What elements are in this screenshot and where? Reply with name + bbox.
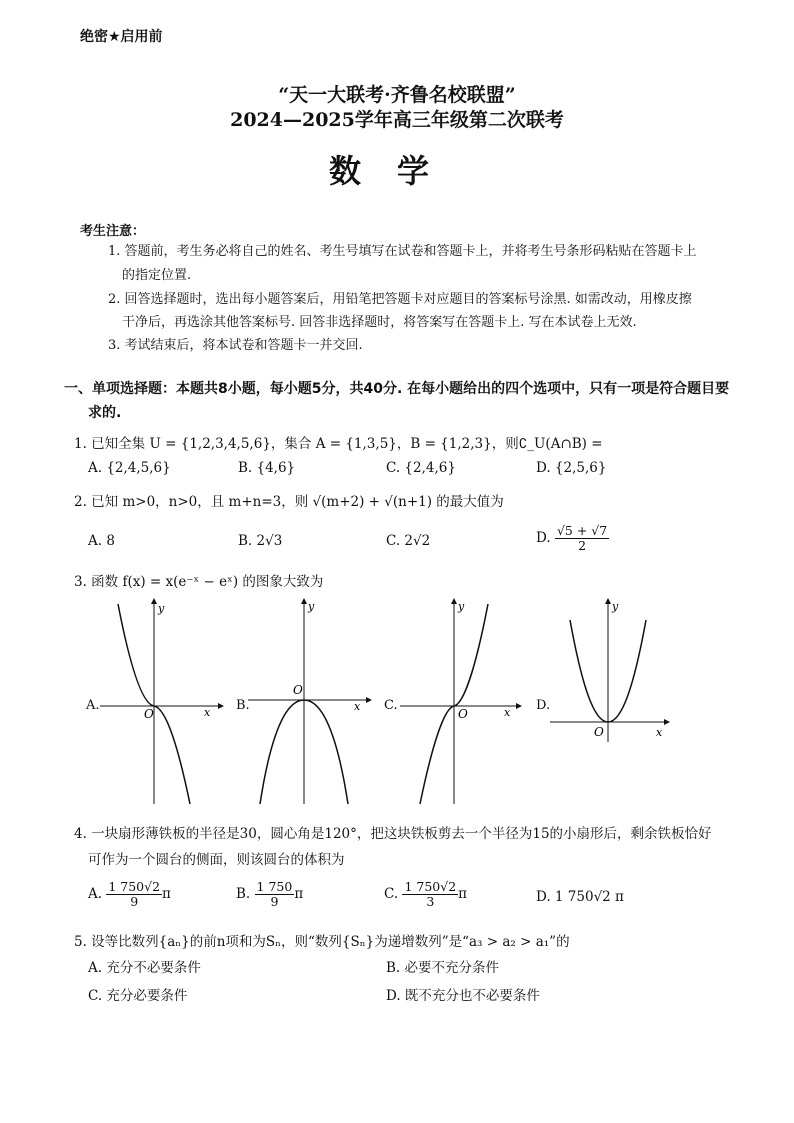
confidential-label: 绝密★启用前 (80, 29, 163, 45)
option-label: A. (88, 885, 103, 902)
question-1-stem: 1. 已知全集 U = {1,2,3,4,5,6}，集合 A = {1,3,5}，B = {1,2,3}，则∁_U(A∩B) = (74, 436, 603, 452)
option-label: B. (236, 885, 251, 902)
fraction-denominator: 2 (578, 537, 587, 553)
exam-title-line1: “天一大联考·齐鲁名校联盟” (278, 84, 516, 106)
question-1-option-b: B. {4,6} (238, 460, 296, 476)
exam-title-line2: 2024—2025学年高三年级第二次联考 (230, 109, 564, 131)
x-axis-arrow (218, 703, 224, 709)
graph-c (398, 596, 524, 806)
fraction-numerator: 1 750 (256, 879, 293, 894)
origin-label: O (144, 707, 154, 721)
x-axis-label: x (504, 706, 511, 719)
question-4-option-d: D. 1 750√2 π (536, 889, 624, 905)
pi-symbol: π (162, 885, 171, 902)
question-1-option-d: D. {2,5,6} (536, 460, 607, 476)
graph-d (548, 596, 674, 746)
graph-a-label: A. (86, 698, 100, 713)
pi-symbol: π (294, 885, 304, 902)
x-axis-arrow (664, 719, 670, 725)
fraction-denominator: 3 (426, 893, 435, 909)
x-axis-label: x (204, 706, 211, 719)
question-1-option-c: C. {2,4,6} (386, 460, 456, 476)
question-2-option-d-label: D. (536, 529, 551, 546)
notice-item-3: 3. 考试结束后，将本试卷和答题卡一并交回. (108, 338, 363, 353)
y-axis-arrow (151, 598, 157, 604)
question-5-stem: 5. 设等比数列{aₙ}的前n项和为Sₙ，则“数列{Sₙ}为递增数列”是“a₃ > a₂ > a₁”的 (74, 934, 570, 950)
question-4-option-c (384, 880, 467, 909)
y-axis-label: y (158, 602, 165, 615)
section-heading-line2: 求的. (88, 405, 122, 421)
question-2-option-d-fraction (555, 524, 609, 553)
question-4-option-a (88, 880, 171, 909)
question-5-option-b: B. 必要不充分条件 (386, 960, 500, 976)
question-3-stem: 3. 函数 f(x) = x(e⁻ˣ − eˣ) 的图象大致为 (74, 574, 324, 590)
notice-item-1a: 1. 答题前，考生务必将自己的姓名、考生号填写在试卷和答题卡上，并将考生号条形码粘贴在答题卡上 (108, 244, 697, 259)
section-heading-line1: 一、单项选择题：本题共8小题，每小题5分，共40分. 在每小题给出的四个选项中，只有一项是符合题目要 (64, 381, 730, 397)
notice-heading: 考生注意： (80, 224, 146, 239)
notice-item-1b: 的指定位置. (122, 268, 192, 283)
x-axis-arrow (366, 697, 372, 703)
graph-c-label: C. (384, 698, 398, 713)
y-axis-arrow (301, 598, 307, 604)
question-4-stem-line2: 可作为一个圆台的侧面，则该圆台的体积为 (88, 852, 345, 868)
question-4-stem-line1: 4. 一块扇形薄铁板的半径是30，圆心角是120°，把这块铁板剪去一个半径为15的小扇形后，剩余铁板恰好 (74, 826, 712, 842)
y-axis-arrow (451, 598, 457, 604)
graph-d-label: D. (536, 698, 551, 713)
fraction-numerator: √5 + √7 (556, 523, 608, 538)
question-4-option-b (236, 880, 303, 909)
option-fraction (402, 880, 458, 909)
fraction-numerator: 1 750√2 (404, 879, 457, 894)
option-fraction (106, 880, 162, 909)
question-5-option-d: D. 既不充分也不必要条件 (386, 988, 540, 1004)
notice-item-2b: 干净后，再选涂其他答案标号. 回答非选择题时，将答案写在答题卡上. 写在本试卷上无效. (122, 315, 637, 330)
y-axis-label: y (612, 600, 619, 613)
question-2-option-a: A. 8 (88, 533, 115, 549)
question-2-stem: 2. 已知 m>0，n>0，且 m+n=3，则 √(m+2) + √(n+1) 的最大值为 (74, 494, 504, 510)
question-2-option-c: C. 2√2 (386, 533, 431, 549)
question-1-option-a: A. {2,4,5,6} (88, 460, 171, 476)
option-label: C. (384, 885, 399, 902)
graph-a (98, 596, 224, 806)
y-axis-arrow (605, 598, 611, 604)
fraction-denominator: 9 (270, 893, 279, 909)
fraction-numerator: 1 750√2 (108, 879, 161, 894)
y-axis-label: y (308, 600, 315, 613)
pi-symbol: π (458, 885, 468, 902)
x-axis-label: x (354, 700, 361, 713)
option-fraction (255, 880, 295, 909)
origin-label: O (594, 725, 604, 739)
notice-item-2a: 2. 回答选择题时，选出每小题答案后，用铅笔把答题卡对应题目的答案标号涂黑. 如需改动，用橡皮擦 (108, 292, 692, 307)
question-2-option-b: B. 2√3 (238, 533, 283, 549)
question-5-option-a: A. 充分不必要条件 (88, 960, 201, 976)
x-axis-label: x (656, 726, 663, 739)
y-axis-label: y (458, 600, 465, 613)
fraction-denominator: 9 (130, 893, 139, 909)
origin-label: O (293, 683, 303, 697)
graph-b (246, 596, 372, 806)
subject-title: 数学 (328, 152, 465, 190)
question-2-option-d (536, 524, 609, 553)
graph-b-label: B. (236, 698, 250, 713)
origin-label: O (458, 707, 468, 721)
question-5-option-c: C. 充分必要条件 (88, 988, 188, 1004)
x-axis-arrow (516, 703, 522, 709)
